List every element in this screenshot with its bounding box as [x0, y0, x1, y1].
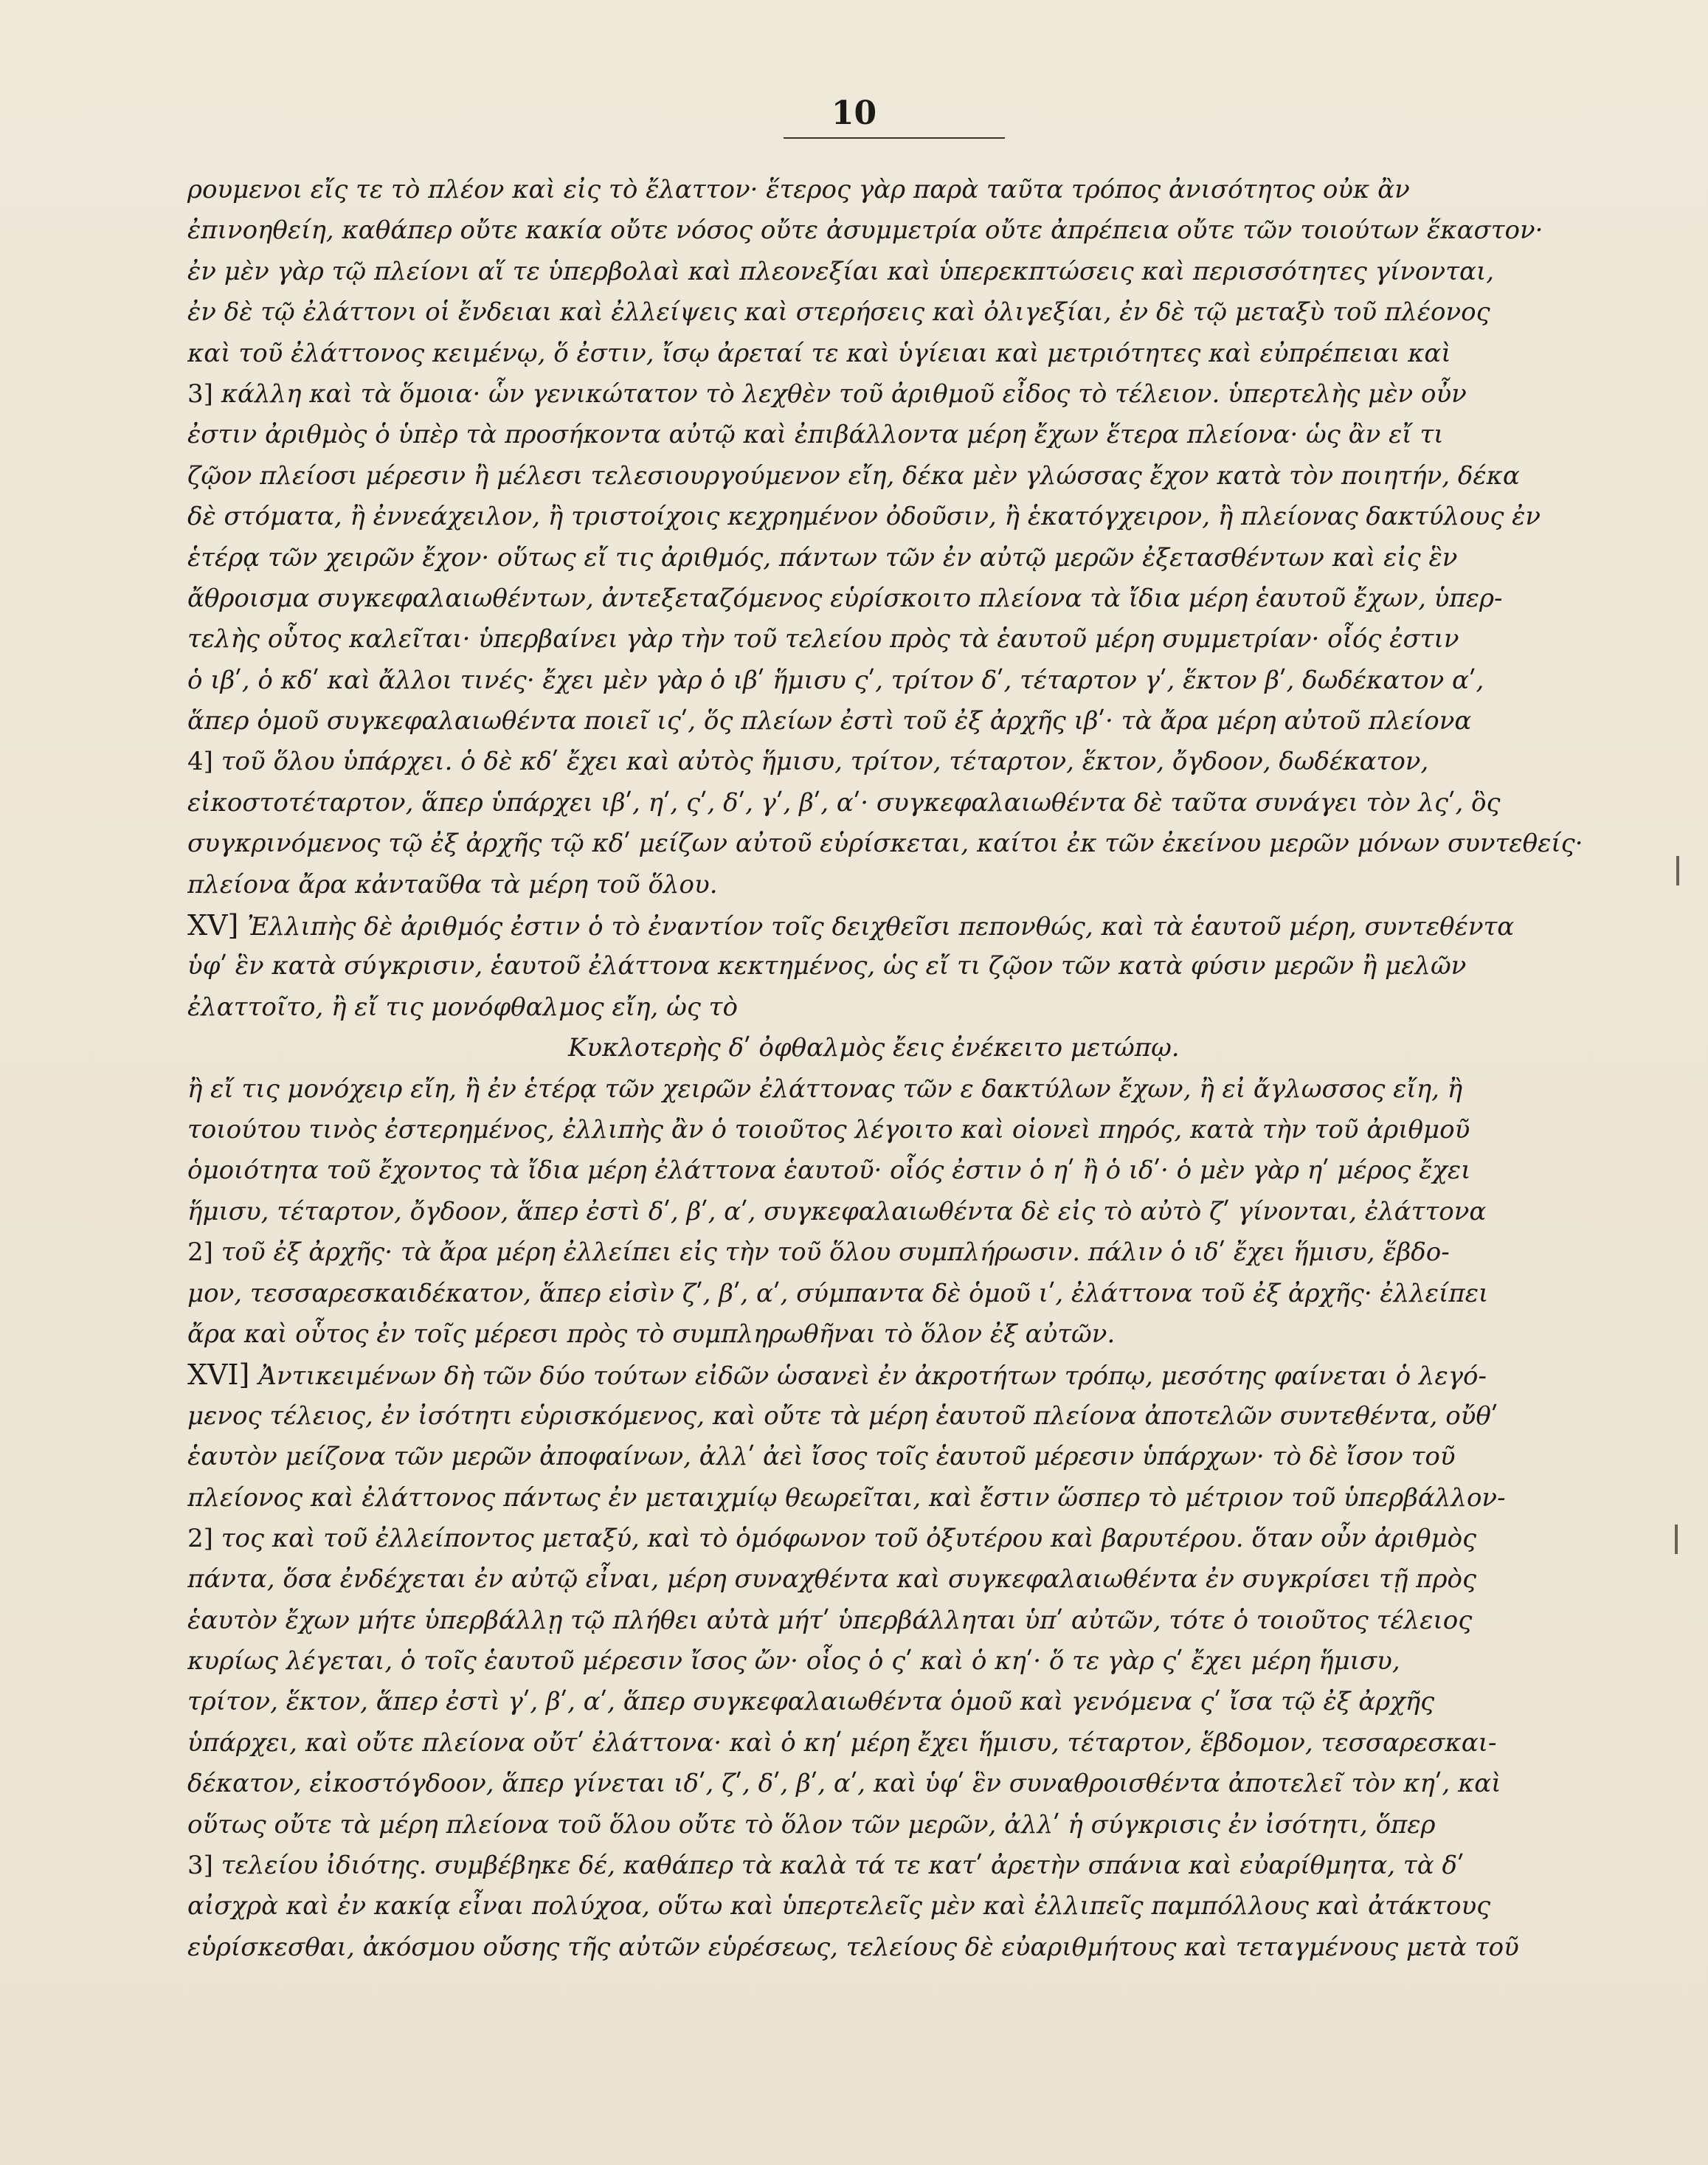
line-text: ἑαυτὸν ἔχων μήτε ὑπερβάλλῃ τῷ πλήθει αὐτὰ μήτʹ ὑπερβάλληται ὑπʹ αὐτῶν, τότε ὁ τοιοῦτος τέλειος [187, 1605, 1473, 1635]
text-line [187, 1396, 1622, 1437]
line-text: δέκατον, εἰκοστόγδοον, ἅπερ γίνεται ιδʹ, ζʹ, δʹ, βʹ, αʹ, καὶ ὑφʹ ἓν συναθροισθέντα ἀποτελεῖ τὸν κηʹ, καὶ [187, 1769, 1501, 1799]
text-line [187, 1192, 1622, 1232]
text-line [187, 1478, 1622, 1519]
verse-quotation [187, 1028, 1622, 1068]
line-text: μον, τεσσαρεσκαιδέκατον, ἅπερ εἰσὶν ζʹ, βʹ, αʹ, σύμπαντα δὲ ὁμοῦ ιʹ, ἐλάττονα τοῦ ἐξ ἀρχῆς· ἐλλείπει [187, 1278, 1489, 1308]
line-text: καὶ τοῦ ἐλάττονος κειμένῳ, ὅ ἐστιν, ἴσῳ ἀρεταί τε καὶ ὑγίειαι καὶ μετριότητες καὶ εὐπρέπειαι καὶ [187, 338, 1451, 368]
paragraph-marker: 3] [187, 1851, 221, 1881]
text-line [187, 292, 1622, 333]
line-text: ὑπάρχει, καὶ οὔτε πλείονα οὔτʹ ἐλάττονα· καὶ ὁ κηʹ μέρη ἔχει ἥμισυ, τέταρτον, ἕβδομον, τεσσαρεσκαι- [187, 1727, 1497, 1758]
text-line [187, 1764, 1622, 1804]
line-text: τοῦ ὅλου ὑπάρχει. ὁ δὲ κδʹ ἔχει καὶ αὐτὸς ἥμισυ, τρίτον, τέταρτον, ἕκτον, ὄγδοον, δωδέκατον, [221, 747, 1429, 777]
text-line [187, 1641, 1622, 1682]
text-line [187, 1845, 1622, 1886]
line-text: πλείονος καὶ ἐλάττονος πάντως ἐν μεταιχμίῳ θεωρεῖται, καὶ ἔστιν ὥσπερ τὸ μέτριον τοῦ ὑπερβάλλον- [187, 1482, 1506, 1513]
line-text: ἑτέρᾳ τῶν χειρῶν ἔχον· οὕτως εἴ τις ἀριθμός, πάντων τῶν ἐν αὐτῷ μερῶν ἐξετασθέντων καὶ εἰς ἓν [187, 542, 1458, 573]
line-text: ὁμοιότητα τοῦ ἔχοντος τὰ ἴδια μέρη ἐλάττονα ἑαυτοῦ· οἷός ἐστιν ὁ ηʹ ἢ ὁ ιδʹ· ὁ μὲν γὰρ ηʹ μέρος ἔχει [187, 1156, 1471, 1186]
text-line [187, 1069, 1622, 1110]
text-line [187, 1519, 1622, 1559]
line-text: εὑρίσκεσθαι, ἀκόσμου οὔσης τῆς αὐτῶν εὑρέσεως, τελείους δὲ εὐαριθμήτους καὶ τεταγμένους μετὰ τοῦ [187, 1932, 1519, 1962]
line-text: δὲ στόματα, ἢ ἐννεάχειλον, ἢ τριστοίχοις κεχρημένον ὀδοῦσιν, ἢ ἑκατόγχειρον, ἢ πλείονας δακτύλους ἐν [187, 502, 1541, 532]
paragraph-marker: 4] [187, 747, 221, 777]
line-text: τρίτον, ἕκτον, ἅπερ ἐστὶ γʹ, βʹ, αʹ, ἅπερ συγκεφαλαιωθέντα ὁμοῦ καὶ γενόμενα ςʹ ἴσα τῷ ἐξ ἀρχῆς [187, 1687, 1435, 1717]
line-text: Κυκλοτερὴς δʹ ὀφθαλμὸς ἔεις ἐνέκειτο μετώπῳ. [568, 1033, 1180, 1063]
line-text: τελείου ἰδιότης. συμβέβηκε δέ, καθάπερ τὰ καλὰ τά τε κατʹ ἀρετὴν σπάνια καὶ εὐαρίθμητα, τὰ δʹ [221, 1851, 1465, 1881]
line-text: ἑαυτὸν μείζονα τῶν μερῶν ἀποφαίνων, ἀλλʹ ἀεὶ ἴσος τοῖς ἑαυτοῦ μέρεσιν ὑπάρχων· τὸ δὲ ἴσον τοῦ [187, 1442, 1456, 1472]
text-line [187, 1601, 1622, 1641]
line-text: τελὴς οὗτος καλεῖται· ὑπερβαίνει γὰρ τὴν τοῦ τελείου πρὸς τὰ ἑαυτοῦ μέρη συμμετρίαν· οἷός ἐστιν [187, 624, 1459, 655]
paragraph-marker: 3] [187, 379, 221, 409]
line-text: ἥμισυ, τέταρτον, ὄγδοον, ἅπερ ἐστὶ δʹ, βʹ, αʹ, συγκεφαλαιωθέντα δὲ εἰς τὸ αὐτὸ ζʹ γίνονται, ἐλάττονα [187, 1196, 1487, 1226]
text-line [187, 1110, 1622, 1150]
text-line [187, 987, 1622, 1028]
line-text: ἐν δὲ τῷ ἐλάττονι οἱ ἔνδειαι καὶ ἐλλείψεις καὶ στερήσεις καὶ ὀλιγεξίαι, ἐν δὲ τῷ μεταξὺ τοῦ πλέονος [187, 297, 1490, 328]
text-line [187, 252, 1622, 292]
text-line [187, 334, 1622, 374]
line-text: ζῷον πλείοσι μέρεσιν ἢ μέλεσι τελεσιουργούμενον εἴη, δέκα μὲν γλώσσας ἔχον κατὰ τὸν ποιητήν, δέκα [187, 460, 1520, 491]
text-line [187, 905, 1622, 946]
line-text: συγκρινόμενος τῷ ἐξ ἀρχῆς τῷ κδʹ μείζων αὐτοῦ εὑρίσκεται, καίτοι ἐκ τῶν ἐκείνου μερῶν μόνων συντεθείς· [187, 829, 1583, 859]
line-text: Ἀντικειμένων δὴ τῶν δύο τούτων εἰδῶν ὡσανεὶ ἐν ἀκροτήτων τρόπῳ, μεσότης φαίνεται ὁ λεγό- [258, 1361, 1487, 1392]
line-text: Ἐλλιπὴς δὲ ἀριθμός ἐστιν ὁ τὸ ἐναντίον τοῖς δειχθεῖσι πεπονθώς, καὶ τὰ ἑαυτοῦ μέρη, συντεθέντα [247, 912, 1515, 942]
text-line [187, 538, 1622, 579]
text-line [187, 497, 1622, 537]
line-text: ἄθροισμα συγκεφαλαιωθέντων, ἀντεξεταζόμενος εὑρίσκοιτο πλείονα τὰ ἴδια μέρη ἑαυτοῦ ἔχων, ὑπερ- [187, 583, 1503, 613]
line-text: ἐπινοηθείη, καθάπερ οὔτε κακία οὔτε νόσος οὔτε ἀσυμμετρία οὔτε ἀπρέπεια οὔτε τῶν τοιούτων ἕκαστον· [187, 215, 1543, 246]
line-text: πλείονα ἄρα κἀνταῦθα τὰ μέρη τοῦ ὅλου. [187, 869, 718, 900]
text-line [187, 946, 1622, 987]
line-text: ἄρα καὶ οὗτος ἐν τοῖς μέρεσι πρὸς τὸ συμπληρωθῆναι τὸ ὅλον ἐξ αὐτῶν. [187, 1319, 1116, 1349]
line-text: ρουμενοι εἴς τε τὸ πλέον καὶ εἰς τὸ ἔλαττον· ἕτερος γὰρ παρὰ ταῦτα τρόπος ἀνισότητος οὐκ ἂν [187, 175, 1410, 204]
text-line [187, 374, 1622, 415]
margin-mark [1675, 1525, 1678, 1554]
text-line [187, 1274, 1622, 1314]
text-line [187, 170, 1622, 210]
paragraph-marker: 2] [187, 1523, 221, 1553]
line-text: ἐν μὲν γὰρ τῷ πλείονι αἵ τε ὑπερβολαὶ καὶ πλεονεξίαι καὶ ὑπερεκπτώσεις καὶ περισσότητες γίνονται, [187, 256, 1495, 286]
line-text: κάλλη καὶ τὰ ὅμοια· ὧν γενικώτατον τὸ λεχθὲν τοῦ ἀριθμοῦ εἶδος τὸ τέλειον. ὑπερτελὴς μὲν οὖν [221, 379, 1467, 409]
text-line [187, 1559, 1622, 1600]
text-line [187, 1927, 1622, 1968]
text-line [187, 742, 1622, 782]
text-line [187, 1150, 1622, 1191]
text-line [187, 1682, 1622, 1722]
line-text: τος καὶ τοῦ ἐλλείποντος μεταξύ, καὶ τὸ ὁμόφωνον τοῦ ὀξυτέρου καὶ βαρυτέρου. ὅταν οὖν ἀριθμὸς [221, 1523, 1477, 1553]
text-line [187, 1437, 1622, 1477]
text-line [187, 210, 1622, 251]
text-line [187, 1723, 1622, 1764]
line-text: οὕτως οὔτε τὰ μέρη πλείονα τοῦ ὅλου οὔτε τὸ ὅλον τῶν μερῶν, ἀλλʹ ἡ σύγκρισις ἐν ἰσότητι, ὅπερ [187, 1809, 1436, 1840]
line-text: ἐλαττοῖτο, ἢ εἴ τις μονόφθαλμος εἴη, ὡς τὸ [187, 992, 738, 1022]
line-text: πάντα, ὅσα ἐνδέχεται ἐν αὐτῷ εἶναι, μέρη συναχθέντα καὶ συγκεφαλαιωθέντα ἐν συγκρίσει τῇ πρὸς [187, 1564, 1476, 1595]
text-line [187, 579, 1622, 619]
margin-mark [1676, 856, 1679, 885]
text-line [187, 456, 1622, 497]
line-text: μενος τέλειος, ἐν ἰσότητι εὑρισκόμενος, καὶ οὔτε τὰ μέρη ἑαυτοῦ πλείονα ἀποτελῶν συντεθέντα, οὔθʹ [187, 1401, 1498, 1431]
text-line [187, 865, 1622, 905]
text-line [187, 701, 1622, 742]
section-number: XVI] [187, 1358, 259, 1392]
line-text: ὑφʹ ἓν κατὰ σύγκρισιν, ἑαυτοῦ ἐλάττονα κεκτημένος, ὡς εἴ τι ζῷον τῶν κατὰ φύσιν μερῶν ἢ μελῶν [187, 951, 1467, 981]
line-text: εἰκοστοτέταρτον, ἅπερ ὑπάρχει ιβʹ, ηʹ, ςʹ, δʹ, γʹ, βʹ, αʹ· συγκεφαλαιωθέντα δὲ ταῦτα συνάγει τὸν λςʹ, ὃς [187, 787, 1501, 818]
line-text: κυρίως λέγεται, ὁ τοῖς ἑαυτοῦ μέρεσιν ἴσος ὤν· οἷος ὁ ςʹ καὶ ὁ κηʹ· ὅ τε γὰρ ςʹ ἔχει μέρη ἥμισυ, [187, 1646, 1400, 1677]
text-line [187, 1314, 1622, 1355]
line-text: ἐστιν ἀριθμὸς ὁ ὑπὲρ τὰ προσήκοντα αὐτῷ καὶ ἐπιβάλλοντα μέρη ἔχων ἕτερα πλείονα· ὡς ἂν εἴ τι [187, 420, 1444, 450]
text-line [187, 415, 1622, 455]
text-line [187, 783, 1622, 823]
line-text: ὁ ιβʹ, ὁ κδʹ καὶ ἄλλοι τινές· ἔχει μὲν γὰρ ὁ ιβʹ ἥμισυ ςʹ, τρίτον δʹ, τέταρτον γʹ, ἕκτον βʹ, δωδέκατον αʹ, [187, 665, 1484, 695]
text-line [187, 1805, 1622, 1845]
text-line [187, 1355, 1622, 1395]
body-text [187, 170, 1622, 1968]
line-text: τοῦ ἐξ ἀρχῆς· τὰ ἄρα μέρη ἐλλείπει εἰς τὴν τοῦ ὅλου συμπλήρωσιν. πάλιν ὁ ιδʹ ἔχει ἥμισυ, ἕβδο- [221, 1237, 1450, 1268]
text-line [187, 1232, 1622, 1273]
header-rule [784, 137, 1005, 139]
line-text: αἰσχρὰ καὶ ἐν κακίᾳ εἶναι πολύχοα, οὕτω καὶ ὑπερτελεῖς μὲν καὶ ἐλλιπεῖς παμπόλλους καὶ ἀτάκτους [187, 1891, 1491, 1921]
section-number: XV] [187, 909, 248, 942]
text-line [187, 823, 1622, 864]
line-text: ἅπερ ὁμοῦ συγκεφαλαιωθέντα ποιεῖ ιςʹ, ὅς πλείων ἐστὶ τοῦ ἐξ ἀρχῆς ιβʹ· τὰ ἄρα μέρη αὐτοῦ πλείονα [187, 706, 1472, 736]
line-text: ἢ εἴ τις μονόχειρ εἴη, ἢ ἐν ἑτέρᾳ τῶν χειρῶν ἐλάττονας τῶν ε δακτύλων ἔχων, ἢ εἰ ἄγλωσσος εἴη, ἢ [187, 1074, 1463, 1104]
text-line [187, 619, 1622, 660]
page-number: 10 [831, 94, 877, 132]
line-text: τοιούτου τινὸς ἐστερημένος, ἐλλιπὴς ἂν ὁ τοιοῦτος λέγοιτο καὶ οἱονεὶ πηρός, κατὰ τὴν τοῦ ἀριθμοῦ [187, 1114, 1470, 1144]
text-line [187, 660, 1622, 701]
paragraph-marker: 2] [187, 1237, 221, 1268]
text-line [187, 1886, 1622, 1927]
